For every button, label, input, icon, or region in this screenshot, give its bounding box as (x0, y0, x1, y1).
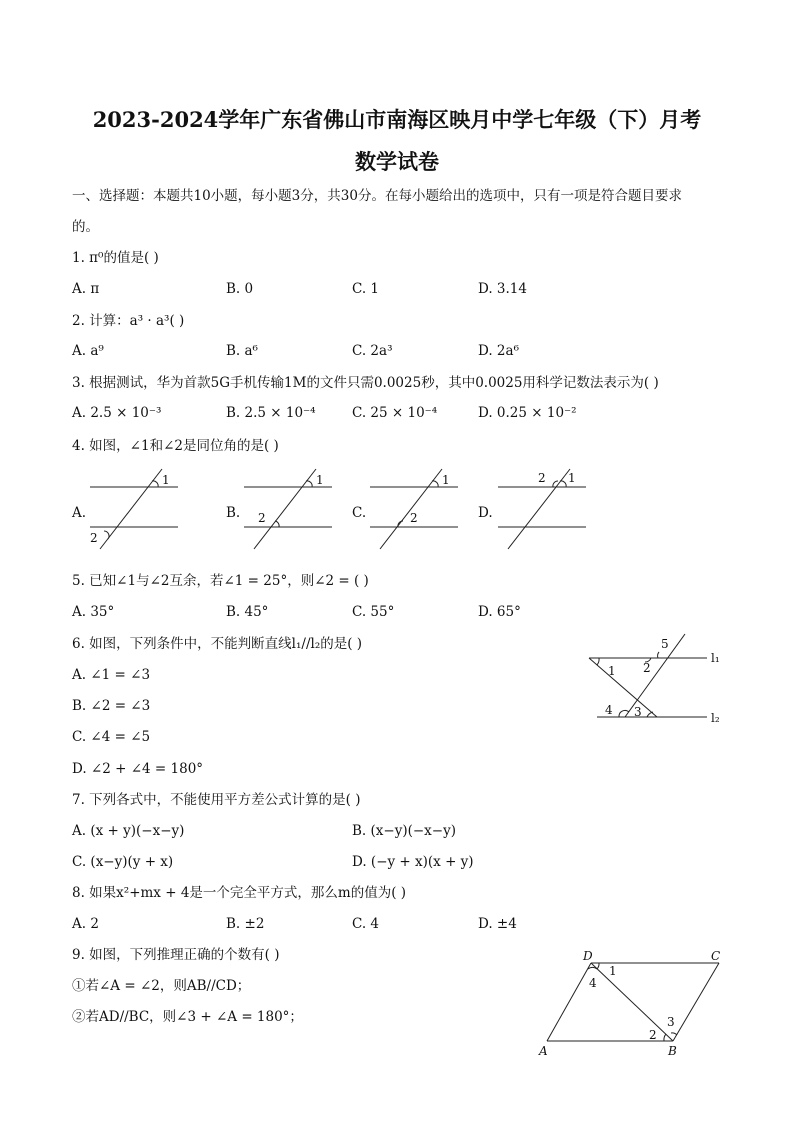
question-7-option-c: C. (x−y)(y + x) (72, 854, 174, 870)
question-8-option-b: B. ±2 (226, 916, 265, 932)
question-3-option-b: B. 2.5 × 10⁻⁴ (226, 405, 316, 421)
question-5-option-b: B. 45° (226, 604, 269, 620)
label-1: 1 (162, 473, 170, 487)
question-5-option-a: A. 35° (72, 604, 115, 620)
question-8-option-d: D. ±4 (478, 916, 517, 932)
label-1: 1 (442, 473, 450, 487)
question-2-stem: 2. 计算：a³ · a³( ) (72, 313, 185, 329)
question-4-option-c: C. (352, 505, 367, 521)
label-a: A (539, 1044, 548, 1058)
question-7-option-b: B. (x−y)(−x−y) (352, 823, 456, 839)
label-5: 5 (661, 637, 669, 651)
question-5-option-d: D. 65° (478, 604, 521, 620)
label-d: D (583, 949, 593, 963)
question-1-option-c: C. 1 (352, 281, 380, 297)
label-l1: l₁ (711, 651, 720, 665)
figure-q4-a (86, 465, 186, 555)
figure-q4-c (366, 465, 466, 555)
question-1-option-a: A. π (72, 281, 100, 297)
label-1: 1 (568, 471, 576, 485)
question-5-option-c: C. 55° (352, 604, 395, 620)
section-intro-line1: 一、选择题：本题共10小题，每小题3分，共30分。在每小题给出的选项中，只有一项是符合题目要求 (72, 188, 682, 204)
question-7-option-a: A. (x + y)(−x−y) (72, 823, 185, 839)
label-2: 2 (538, 471, 546, 485)
question-7-option-d: D. (−y + x)(x + y) (352, 854, 474, 870)
question-5-stem: 5. 已知∠1与∠2互余，若∠1 = 25°，则∠2 = ( ) (72, 573, 369, 589)
page-title-line2: 数学试卷 (355, 149, 439, 174)
question-9-statement-2: ②若AD//BC，则∠3 + ∠A = 180°； (72, 1009, 303, 1025)
question-8-stem: 8. 如果x²+mx + 4是一个完全平方式，那么m的值为( ) (72, 885, 407, 901)
label-3: 3 (634, 705, 642, 719)
label-1: 1 (316, 473, 324, 487)
label-4: 4 (605, 703, 613, 717)
label-1: 1 (608, 664, 616, 678)
figure-q9 (535, 945, 735, 1060)
question-4-option-a: A. (72, 505, 87, 521)
label-c: C (711, 949, 721, 963)
label-2: 2 (643, 661, 651, 675)
question-3-option-d: D. 0.25 × 10⁻² (478, 405, 577, 421)
label-2: 2 (410, 511, 418, 525)
label-1: 1 (609, 964, 617, 978)
label-3: 3 (667, 1015, 675, 1029)
question-8-option-a: A. 2 (72, 916, 99, 932)
label-4: 4 (589, 976, 597, 990)
question-9-stem: 9. 如图，下列推理正确的个数有( ) (72, 947, 280, 963)
question-1-stem: 1. π⁰的值是( ) (72, 250, 159, 266)
label-2: 2 (649, 1028, 657, 1042)
question-3-stem: 3. 根据测试，华为首款5G手机传输1M的文件只需0.0025秒，其中0.0025用科学记数法表示为( ) (72, 375, 659, 391)
question-4-option-b: B. (226, 505, 241, 521)
question-8-option-c: C. 4 (352, 916, 380, 932)
label-2: 2 (258, 511, 266, 525)
question-6-option-b: B. ∠2 = ∠3 (72, 698, 151, 714)
question-2-option-c: C. 2a³ (352, 343, 393, 359)
question-4-stem: 4. 如图，∠1和∠2是同位角的是( ) (72, 438, 279, 454)
question-3-option-c: C. 25 × 10⁻⁴ (352, 405, 438, 421)
question-6-stem: 6. 如图，下列条件中，不能判断直线l₁//l₂的是( ) (72, 636, 363, 652)
question-3-option-a: A. 2.5 × 10⁻³ (72, 405, 162, 421)
question-4-option-d: D. (478, 505, 493, 521)
question-6-option-a: A. ∠1 = ∠3 (72, 667, 151, 683)
question-6-option-d: D. ∠2 + ∠4 = 180° (72, 761, 204, 777)
label-2: 2 (90, 531, 98, 545)
figure-q4-b (240, 465, 340, 555)
label-b: B (668, 1044, 677, 1058)
question-7-stem: 7. 下列各式中，不能使用平方差公式计算的是( ) (72, 792, 361, 808)
figure-q6 (585, 630, 735, 730)
question-2-option-a: A. a⁹ (72, 343, 104, 359)
question-1-option-b: B. 0 (226, 281, 254, 297)
question-9-statement-1: ①若∠A = ∠2，则AB//CD； (72, 978, 251, 994)
section-intro-line2: 的。 (72, 219, 99, 235)
figure-q4-d (494, 465, 594, 555)
question-2-option-b: B. a⁶ (226, 343, 258, 359)
question-2-option-d: D. 2a⁶ (478, 343, 519, 359)
label-l2: l₂ (711, 711, 720, 725)
page-title-line1: 2023-2024学年广东省佛山市南海区映月中学七年级（下）月考 (92, 107, 702, 132)
question-1-option-d: D. 3.14 (478, 281, 527, 297)
question-6-option-c: C. ∠4 = ∠5 (72, 729, 151, 745)
